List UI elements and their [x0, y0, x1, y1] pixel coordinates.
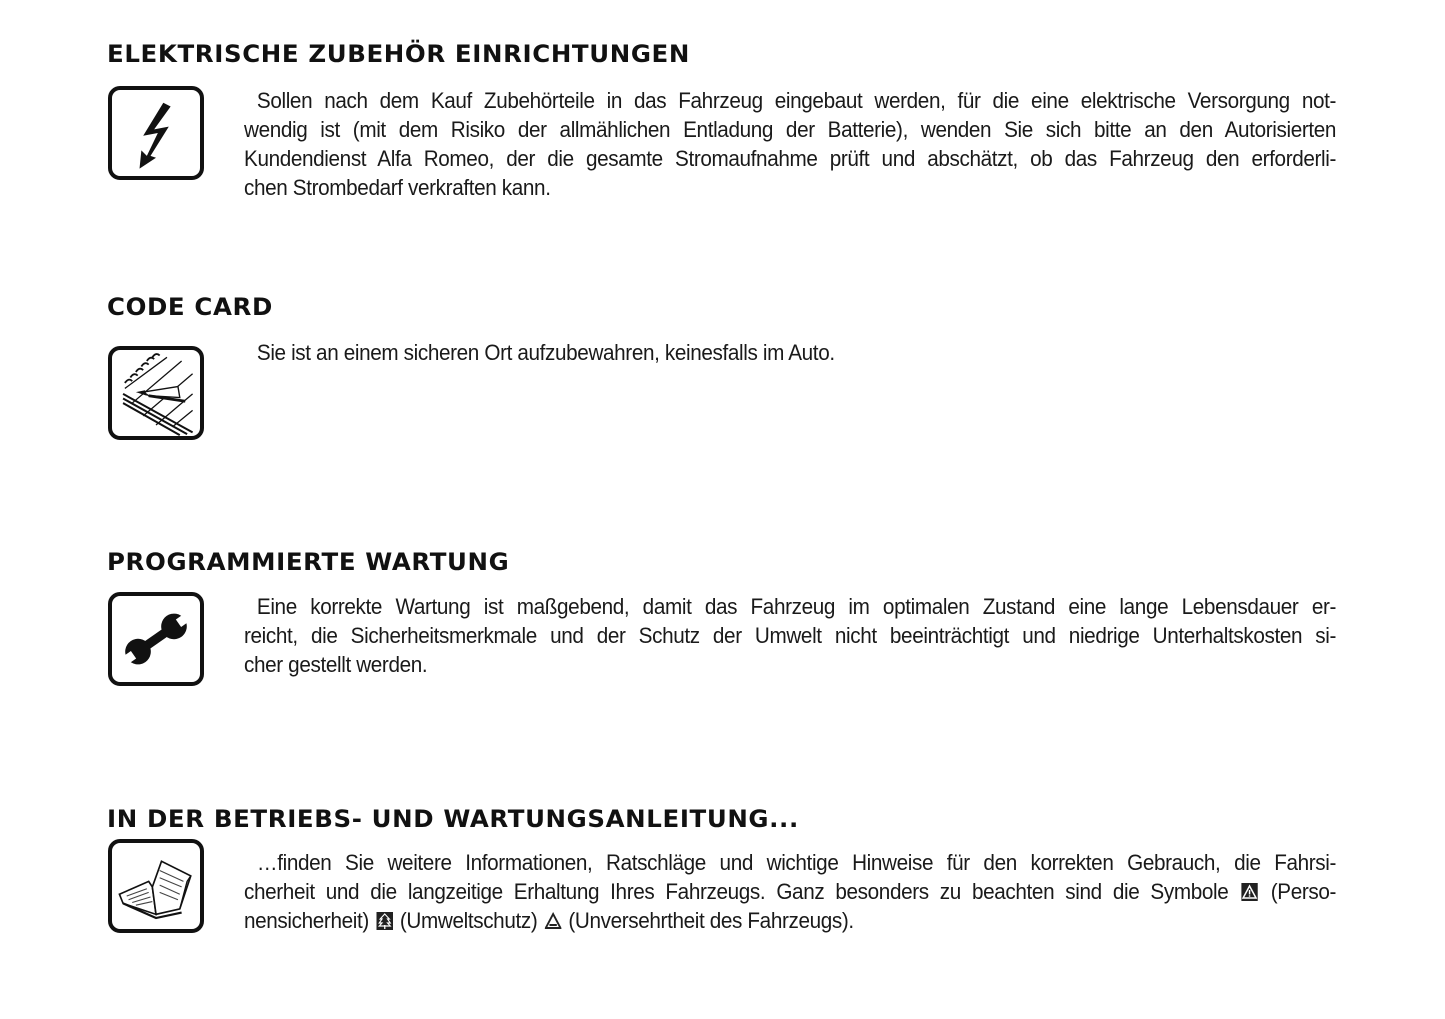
section-body: [244, 592, 1336, 679]
section-heading: ELEKTRISCHE ZUBEHÖR EINRICHTUNGEN: [107, 40, 690, 68]
section-heading: IN DER BETRIEBS- UND WARTUNGSANLEITUNG...: [107, 805, 799, 833]
text-line: Eine korrekte Wartung ist maßgebend, damit das Fahrzeug im optimalen Zustand eine lange Lebensdauer er-: [256, 594, 1337, 619]
notebook-pencil-icon: [108, 346, 204, 440]
text-fragment: nensicherheit): [244, 908, 369, 933]
text-line: cher gestellt werden.: [244, 652, 428, 677]
open-book-icon: [108, 839, 204, 933]
text-line: Kundendienst Alfa Romeo, der die gesamte Stromaufnahme prüft und abschätzt, ob das Fahrzeug den erforderli-: [244, 146, 1337, 171]
text-fragment: (Unversehrtheit des Fahrzeugs).: [568, 908, 854, 933]
section-heading: PROGRAMMIERTE WARTUNG: [107, 548, 510, 576]
warning-triangle-outline-icon: [545, 912, 562, 930]
lightning-bolt-icon: [108, 86, 204, 180]
text-line: wendig ist (mit dem Risiko der allmählichen Entladung der Batterie), wenden Sie sich bitte an den Autorisierten: [244, 117, 1337, 142]
text-line: [244, 906, 1336, 935]
section-body: [244, 338, 1336, 367]
section-body: [244, 848, 1336, 935]
text-line: reicht, die Sicherheitsmerkmale und der Schutz der Umwelt nicht beeinträchtigt und niedrige Unterhaltskosten si-: [244, 623, 1337, 648]
section-heading: CODE CARD: [107, 293, 273, 321]
tree-icon: [376, 912, 393, 930]
section-body: [244, 86, 1336, 202]
text-line: [244, 877, 1336, 906]
text-fragment: (Umweltschutz): [399, 908, 538, 933]
text-line: chen Strombedarf verkraften kann.: [244, 175, 551, 200]
text-line: Sie ist an einem sicheren Ort aufzubewahren, keinesfalls im Auto.: [256, 340, 835, 365]
text-line: Sollen nach dem Kauf Zubehörteile in das Fahrzeug eingebaut werden, für die eine elektrische Versorgung not-: [256, 88, 1337, 113]
wrench-icon: [108, 592, 204, 686]
text-fragment: (Perso-: [1270, 879, 1337, 904]
text-fragment: cherheit und die langzeitige Erhaltung Ihres Fahrzeugs. Ganz besonders zu beachten sind die Symbole: [244, 879, 1229, 904]
warning-triangle-filled-icon: [1241, 883, 1258, 901]
text-line: …finden Sie weitere Informationen, Ratschläge und wichtige Hinweise für den korrekten Gebrauch, die Fahrsi-: [256, 850, 1337, 875]
